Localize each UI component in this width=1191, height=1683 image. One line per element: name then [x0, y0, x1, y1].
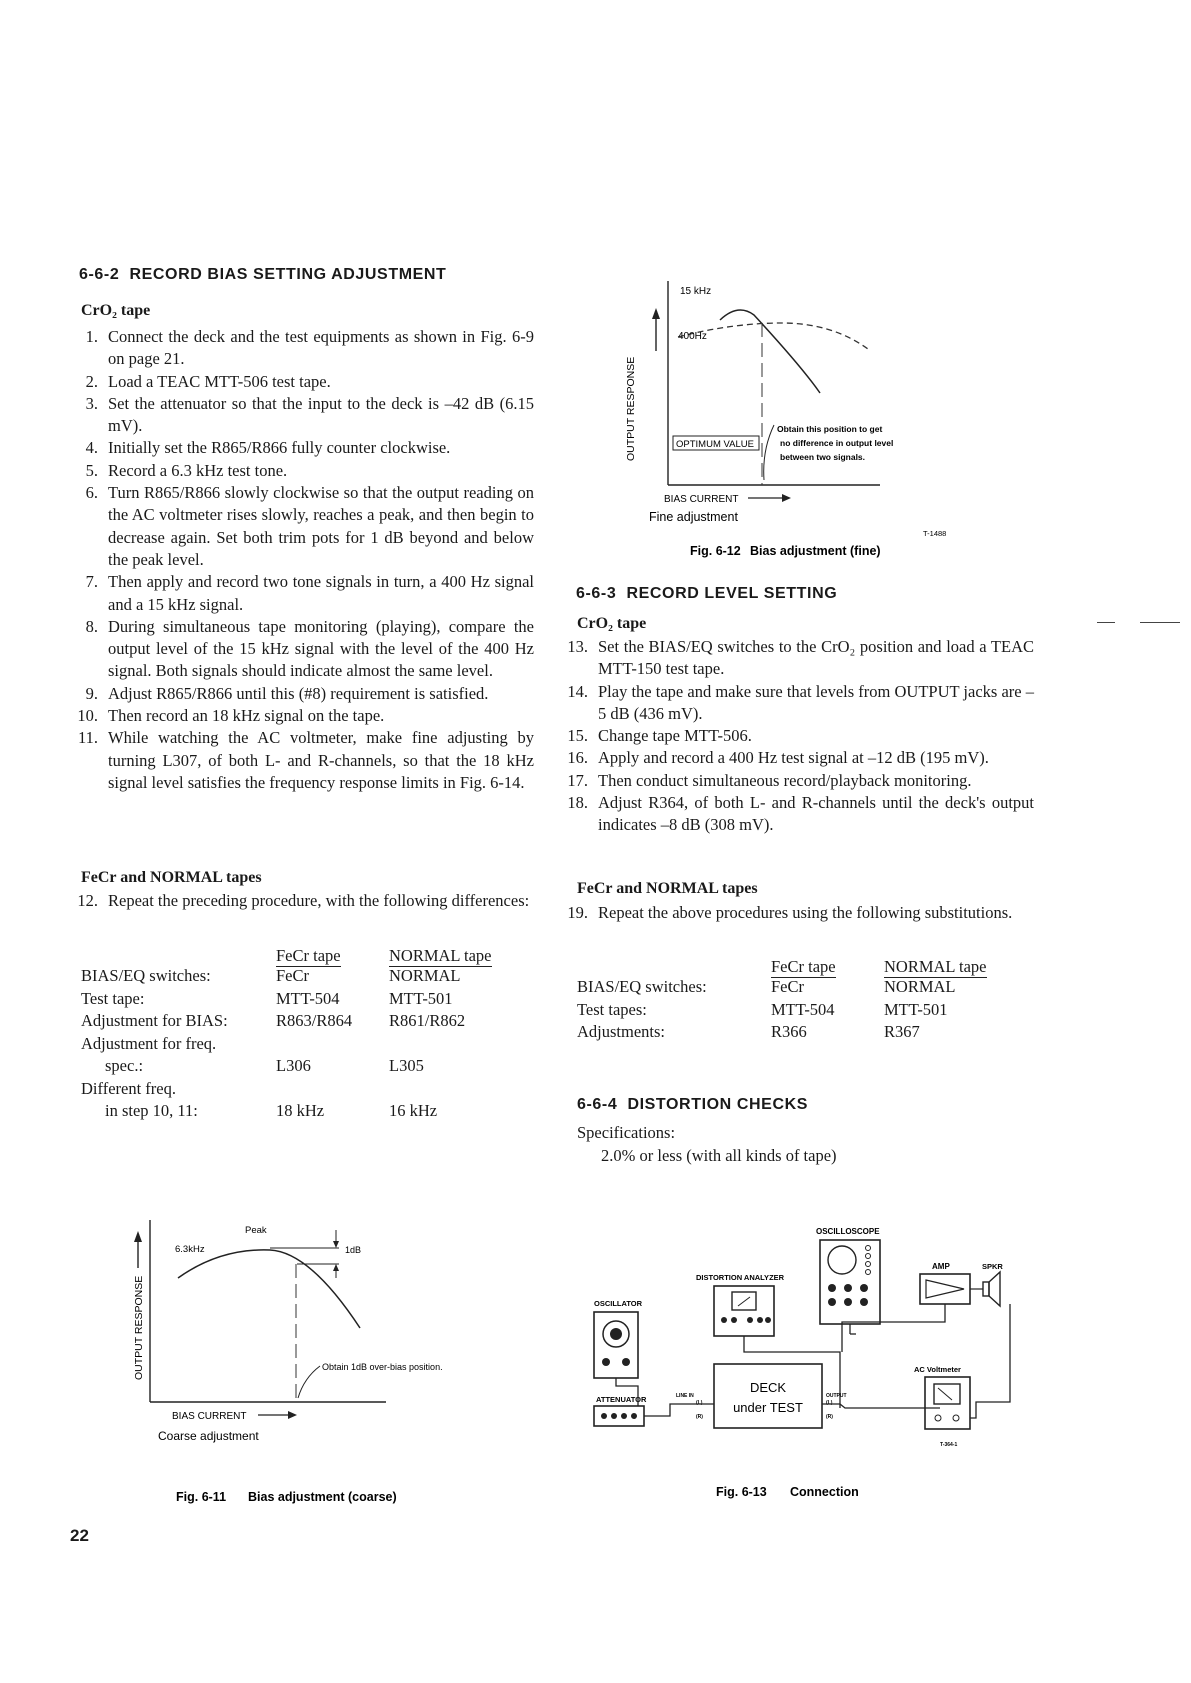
row-label: spec.: [105, 1056, 144, 1075]
x-arrowhead [288, 1411, 297, 1419]
label-in-r: (R) [696, 1414, 703, 1420]
knob [844, 1284, 852, 1292]
table-row [81, 1101, 492, 1124]
step-item [78, 571, 534, 616]
note-line-3: between two signals. [780, 452, 866, 462]
step-number: 10. [77, 706, 98, 726]
cell-value: 16 kHz [389, 1101, 438, 1120]
note-leader [298, 1366, 320, 1398]
step-number: 14. [567, 681, 588, 701]
knob [611, 1413, 617, 1419]
y-arrowhead [134, 1231, 142, 1242]
table-row [81, 989, 492, 1012]
step-text: Then conduct simultaneous record/playback monitoring. [598, 770, 972, 790]
step-item [568, 681, 1034, 726]
step-number: 5. [85, 460, 98, 480]
col-header-normal: NORMAL tape [884, 957, 987, 976]
row-label: Test tape: [81, 988, 145, 1008]
step-text: Turn R865/R866 slowly clockwise so that the output reading on the AC voltmeter rises slowly, reaches a peak, and then begin to decrease again. Set both trim pots for 1 dB beyond and below the peak level. [108, 483, 534, 569]
subheading-cro2-right: CrO₂ tape [577, 615, 647, 632]
step-text: Load a TEAC MTT-506 test tape. [108, 371, 331, 391]
fine-adjustment-label: Fine adjustment [649, 510, 738, 524]
row-label: Adjustments: [577, 1022, 666, 1041]
fig-6-13-caption: Connection [790, 1485, 859, 1499]
note-leader [764, 425, 774, 480]
amp-wire [842, 1304, 945, 1334]
knob [757, 1317, 763, 1323]
col-header-normal: NORMAL tape [389, 946, 492, 965]
fig-6-11-number: Fig. 6-11 [176, 1490, 227, 1504]
step-text: Apply and record a 400 Hz test signal at –12 dB (195 mV). [598, 748, 989, 768]
fig-6-11-diagram [120, 1218, 500, 1508]
step-item [78, 371, 534, 393]
table-row [81, 966, 492, 989]
knob [621, 1413, 627, 1419]
label-ac-voltmeter: AC Voltmeter [914, 1365, 961, 1374]
curve-15khz [720, 310, 820, 393]
db-arrowhead-bottom [333, 1264, 339, 1271]
oscilloscope-box [820, 1240, 880, 1324]
specifications-label: Specifications: [577, 1123, 676, 1142]
row-label: Adjustment for BIAS: [81, 1011, 228, 1030]
cell-value: R863/R864 [276, 1011, 353, 1030]
y-axis-label: OUTPUT RESPONSE [133, 1275, 145, 1380]
knob [866, 1246, 871, 1251]
knob [631, 1413, 637, 1419]
cell-value [276, 1034, 389, 1057]
margin-mark [1140, 622, 1180, 623]
knob [828, 1298, 836, 1306]
knob [866, 1262, 871, 1267]
label-line-in: LINE IN [676, 1393, 694, 1399]
step-number: 18. [567, 793, 588, 813]
figure-code: T-364-1 [940, 1442, 958, 1448]
label-400hz: 400Hz [678, 331, 707, 342]
step-12 [78, 890, 534, 912]
step-number: 3. [85, 393, 98, 413]
knob [747, 1317, 753, 1323]
step-number: 16. [567, 748, 588, 768]
label-oscilloscope: OSCILLOSCOPE [816, 1227, 880, 1236]
table-row [81, 1034, 492, 1057]
step-text: While watching the AC voltmeter, make fine adjusting by turning L307, of both L- and R-channels, so that the 18 kHz signal level satisfies the frequency response limits in Fig. 6-14. [108, 728, 534, 792]
specifications-value: 2.0% or less (with all kinds of tape) [601, 1146, 837, 1165]
knob [721, 1317, 727, 1323]
row-label: in step 10, 11: [105, 1101, 198, 1120]
knob [765, 1317, 771, 1323]
cell-value: FeCr [771, 977, 804, 996]
step-item [78, 727, 534, 794]
cell-value [389, 1079, 492, 1102]
fig-6-12-diagram [612, 275, 972, 565]
deck-label-under-test: under TEST [733, 1400, 803, 1415]
substitution-table-right [577, 955, 987, 1045]
step-item [78, 482, 534, 571]
cell-value: 18 kHz [276, 1101, 325, 1120]
fig-6-12-caption: Bias adjustment (fine) [750, 544, 881, 558]
distortion-analyzer-box [714, 1286, 774, 1336]
oscillator-box [594, 1312, 638, 1378]
cell-value: NORMAL [389, 966, 461, 985]
step-number: 9. [85, 683, 98, 703]
label-1db: 1dB [345, 1245, 362, 1255]
y-axis-label: OUTPUT RESPONSE [625, 356, 637, 461]
cell-value: R861/R862 [389, 1011, 466, 1030]
voltmeter-needle [938, 1388, 952, 1400]
knob [731, 1317, 737, 1323]
step-item [78, 437, 534, 459]
step-number: 2. [85, 371, 98, 391]
col-header-fecr: FeCr tape [771, 957, 836, 976]
step-text: During simultaneous tape monitoring (playing), compare the output level of the 15 kHz signal with the level of the 400 Hz signal. Both signals should indicate almost the same level. [108, 616, 534, 681]
cell-value [276, 1079, 389, 1102]
x-arrowhead [782, 494, 791, 502]
fig-6-13-diagram [580, 1222, 1020, 1512]
speaker-magnet [983, 1282, 989, 1296]
step-19 [568, 902, 1034, 924]
step-number: 13. [567, 637, 588, 656]
knob [602, 1358, 610, 1366]
step-item [78, 705, 534, 727]
substitution-table-left [81, 944, 492, 1124]
step-text: Record a 6.3 kHz test tone. [108, 460, 288, 480]
section-heading-6-6-4: 6-6-4 DISTORTION CHECKS [577, 1096, 809, 1113]
step-text: Adjust R865/R866 until this (#8) requirement is satisfied. [108, 683, 489, 703]
table-row [81, 1079, 492, 1102]
step-item [568, 725, 1034, 747]
step-item [78, 460, 534, 482]
amp-symbol [926, 1280, 964, 1298]
knob [866, 1254, 871, 1259]
cell-value: MTT-504 [276, 988, 340, 1008]
voltmeter-meter [934, 1384, 960, 1404]
col-header-fecr: FeCr tape [276, 946, 341, 965]
step-text: Connect the deck and the test equipments as shown in Fig. 6-9 on page 21. [108, 327, 534, 369]
note-line-2: no difference in output level [780, 438, 894, 448]
optimum-value-label: OPTIMUM VALUE [676, 439, 754, 450]
fig-6-11-caption: Bias adjustment (coarse) [248, 1490, 397, 1504]
step-number: 1. [85, 327, 98, 346]
oscilloscope-screen [828, 1246, 856, 1274]
table-row [81, 1056, 492, 1079]
label-15khz: 15 kHz [680, 286, 712, 297]
label-amp: AMP [932, 1262, 950, 1271]
table-row [577, 1000, 987, 1023]
label-spkr: SPKR [982, 1262, 1003, 1271]
row-label: BIAS/EQ switches: [577, 977, 707, 996]
ac-voltmeter-box [925, 1377, 970, 1429]
subheading-fecr-normal-right: FeCr and NORMAL tapes [577, 880, 758, 897]
cell-value: L306 [276, 1056, 311, 1075]
figure-code: T-1488 [923, 529, 947, 538]
step-number: 7. [85, 572, 98, 592]
step-number: 15. [567, 726, 588, 746]
knob [622, 1358, 630, 1366]
step-item [568, 747, 1034, 769]
deck-box [714, 1364, 822, 1428]
knob [935, 1415, 941, 1421]
step-text: Change tape MTT-506. [598, 726, 752, 746]
cell-value: R367 [884, 1022, 920, 1041]
section-heading-6-6-3: 6-6-3 RECORD LEVEL SETTING [576, 585, 838, 602]
x-axis-label: BIAS CURRENT [664, 494, 739, 505]
deck-label: DECK [749, 1380, 787, 1395]
knob [953, 1415, 959, 1421]
voltmeter-to-amp-wire [970, 1304, 1010, 1418]
cell-value: NORMAL [884, 977, 956, 996]
knob [866, 1270, 871, 1275]
subheading-cro2: CrO₂ tape [81, 302, 151, 319]
bias-curve [178, 1250, 360, 1328]
table-row [577, 977, 987, 1000]
cell-value: L305 [389, 1056, 424, 1075]
label-output: OUTPUT [826, 1393, 847, 1399]
label-6-3khz: 6.3kHz [175, 1244, 205, 1255]
label-peak: Peak [245, 1225, 267, 1236]
deck-output-switch [822, 1404, 856, 1408]
step-item: 12. Repeat the preceding procedure, with the following differences: [77, 891, 530, 910]
knob [844, 1298, 852, 1306]
att-to-deck-wire [644, 1404, 714, 1416]
label-attenuator: ATTENUATOR [596, 1395, 647, 1404]
section-heading-6-6-2: 6-6-2 RECORD BIAS SETTING ADJUSTMENT [79, 266, 447, 283]
step-number: 11. [77, 728, 98, 748]
step-number: 17. [567, 770, 588, 790]
cell-value: MTT-504 [771, 999, 835, 1019]
row-label: Test tapes: [577, 999, 647, 1019]
step-number: 4. [85, 438, 98, 458]
steps-13-18 [568, 636, 1034, 837]
label-distortion-analyzer: DISTORTION ANALYZER [696, 1273, 785, 1282]
table-row [81, 1011, 492, 1034]
knob [860, 1298, 868, 1306]
table-row [577, 1022, 987, 1045]
oscillator-knob [610, 1328, 622, 1340]
y-arrowhead [652, 308, 660, 319]
step-text: Set the BIAS/EQ switches to the CrO₂ position and load a TEAC MTT-150 test tape. [598, 637, 1034, 679]
coarse-adjustment-label: Coarse adjustment [158, 1429, 259, 1443]
knob [601, 1413, 607, 1419]
step-item [568, 770, 1034, 792]
step-number: 8. [85, 616, 98, 636]
cell-value: FeCr [276, 966, 309, 985]
cell-value: MTT-501 [884, 999, 948, 1019]
step-item [78, 683, 534, 705]
step-item [78, 326, 534, 371]
margin-mark [1097, 622, 1115, 623]
steps-1-11 [78, 326, 534, 794]
step-text: Play the tape and make sure that levels from OUTPUT jacks are –5 dB (436 mV). [598, 681, 1034, 723]
fig-6-13-number: Fig. 6-13 [716, 1485, 767, 1499]
note-over-bias: Obtain 1dB over-bias position. [322, 1362, 443, 1372]
analyzer-needle [738, 1297, 750, 1306]
label-oscillator: OSCILLATOR [594, 1299, 643, 1308]
page-number: 22 [70, 1526, 89, 1545]
step-item [568, 636, 1034, 681]
knob [860, 1284, 868, 1292]
x-axis-label: BIAS CURRENT [172, 1411, 247, 1422]
label-in-l: (L) [696, 1400, 703, 1406]
label-out-r: (R) [826, 1414, 833, 1420]
step-text: Then record an 18 kHz signal on the tape. [108, 706, 385, 726]
step-text: Set the attenuator so that the input to the deck is –42 dB (6.15 mV). [108, 393, 534, 436]
step-item: 19. Repeat the above procedures using the following substitutions. [567, 903, 1013, 922]
step-text: Initially set the R865/R866 fully counter clockwise. [108, 438, 451, 458]
db-arrowhead-top [333, 1241, 339, 1248]
step-number: 6. [85, 483, 98, 503]
step-text: Then apply and record two tone signals in turn, a 400 Hz signal and a 15 kHz signal. [108, 572, 534, 614]
note-line-1: Obtain this position to get [777, 424, 883, 434]
label-out-l: (L) [826, 1400, 833, 1406]
speaker-cone [989, 1272, 1000, 1306]
subheading-fecr-normal-left: FeCr and NORMAL tapes [81, 869, 262, 886]
step-item [78, 393, 534, 438]
step-text: Adjust R364, of both L- and R-channels until the deck's output indicates –8 dB (308 mV). [598, 793, 1034, 835]
row-label: Adjustment for freq. [81, 1033, 217, 1053]
cell-value: R366 [771, 1022, 807, 1041]
step-item [78, 616, 534, 683]
row-label: Different freq. [81, 1078, 176, 1098]
fig-6-12-number: Fig. 6-12 [690, 544, 741, 558]
step-item [568, 792, 1034, 837]
cell-value: MTT-501 [389, 988, 453, 1008]
knob [828, 1284, 836, 1292]
cell-value [389, 1034, 492, 1057]
row-label: BIAS/EQ switches: [81, 966, 211, 985]
